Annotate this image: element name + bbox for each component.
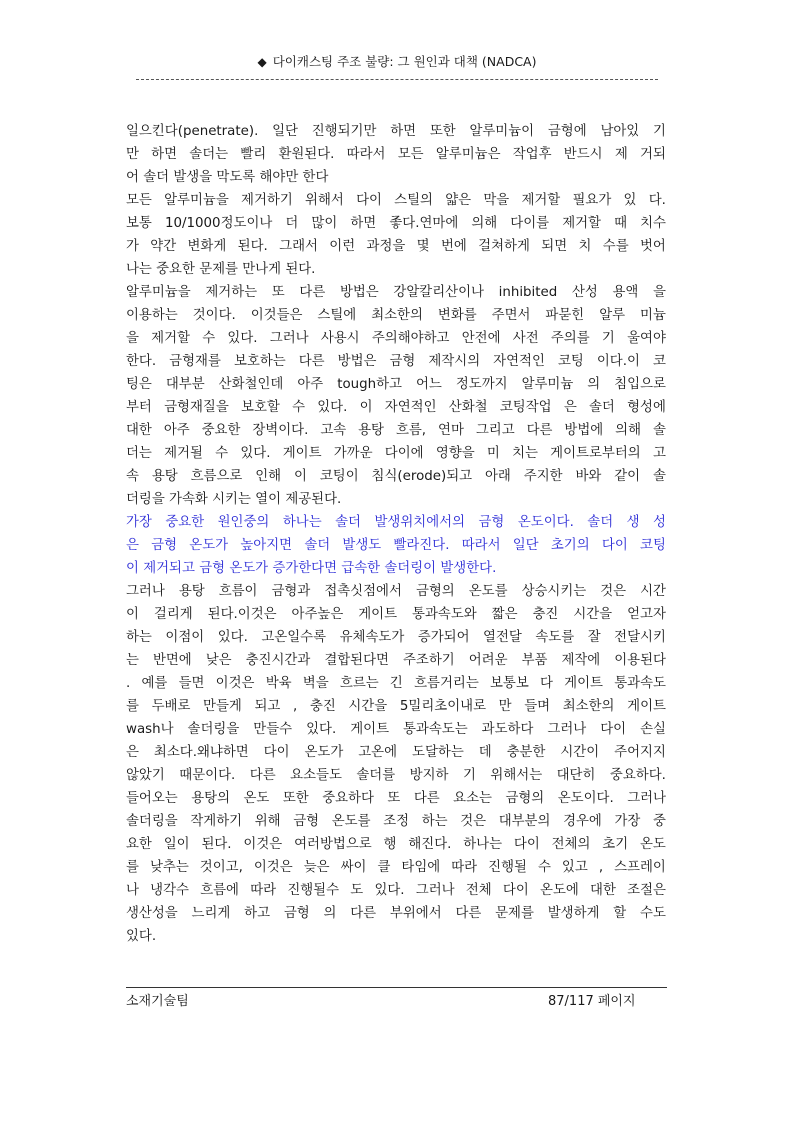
header-title: 다이캐스팅 주조 불량: 그 원인과 대책 (NADCA) (272, 54, 537, 69)
footer-team-name: 소재기술팀 (126, 994, 189, 1009)
document-body (126, 120, 666, 948)
header-divider (136, 79, 658, 80)
page-header (136, 52, 658, 70)
diamond-bullet-icon: ◆ (257, 55, 267, 69)
text-line: 보통 10/1000정도이나 더 많이 하면 좋다.연마에 의해 다이를 제거할 때 치수 (126, 216, 666, 231)
footer-page-number: 87/117 페이지 (548, 994, 636, 1009)
text-line: 그러나 용탕 흐름이 금형과 접촉싯점에서 금형의 온도를 상승시키는 것은 시간 (126, 584, 666, 599)
text-line: 어 솔더 발생을 막도록 해야만 한다 (126, 170, 329, 185)
text-line: 가장 중요한 원인중의 하나는 솔더 발생위치에서의 금형 온도이다. 솔더 생 성 (126, 515, 666, 530)
text-line: 이 제거되고 금형 온도가 증가한다면 급속한 솔더링이 발생한다. (126, 561, 497, 576)
text-line: 알루미늄을 제거하는 또 다른 방법은 강알칼리산이나 inhibited 산성 용액 을 (126, 285, 666, 300)
text-line: 않았기 때문이다. 다른 요소들도 솔더를 방지하 기 위해서는 대단히 중요하다. (126, 768, 666, 783)
text-line: 은 최소다.왜냐하면 다이 온도가 고온에 도달하는 데 충분한 시간이 주어지지 (126, 745, 666, 760)
paragraph (126, 511, 666, 580)
text-line: 가 약간 변화게 된다. 그래서 이런 과정을 몇 번에 걸쳐하게 되면 치 수를 벗어 (126, 239, 666, 254)
text-line: 은 금형 온도가 높아지면 솔더 발생도 빨라진다. 따라서 일단 초기의 다이 코팅 (126, 538, 666, 553)
text-line: 하는 이점이 있다. 고온일수록 유체속도가 증가되어 열전달 속도를 잘 전달시키 (126, 630, 666, 645)
text-line: 는 반면에 낮은 충진시간과 결합된다면 주조하기 어려운 부품 제작에 이용된다 (126, 653, 666, 668)
text-line: 를 두배로 만들게 되고 , 충진 시간을 5밀리초이내로 만 들며 최소한의 게이트 (126, 699, 666, 714)
paragraph (126, 189, 666, 281)
text-line: wash나 솔더링을 만들수 있다. 게이트 통과속도는 과도하다 그러나 다이 손실 (126, 722, 666, 737)
text-line: . 예를 들면 이것은 박육 벽을 흐르는 긴 흐름거리는 보통보 다 게이트 통과속도 (126, 676, 666, 691)
paragraph (126, 281, 666, 511)
text-line: 들어오는 용탕의 온도 또한 중요하다 또 다른 요소는 금형의 온도이다. 그러나 (126, 791, 666, 806)
text-line: 더는 제거될 수 있다. 게이트 가까운 다이에 영향을 미 치는 게이트로부터의 고 (126, 446, 666, 461)
text-line: 이용하는 것이다. 이것들은 스틸에 최소한의 변화를 주면서 파묻힌 알루 미늄 (126, 308, 666, 323)
text-line: 이 걸리게 된다.이것은 아주높은 게이트 통과속도와 짧은 충진 시간을 얻고자 (126, 607, 666, 622)
text-line: 팅은 대부분 산화철인데 아주 tough하고 어느 정도까지 알루미늄 의 침입으로 (126, 377, 666, 392)
text-line: 을 제거할 수 있다. 그러나 사용시 주의해야하고 안전에 사전 주의를 기 울여야 (126, 331, 666, 346)
paragraph (126, 120, 666, 189)
text-line: 일으킨다(penetrate). 일단 진행되기만 하면 또한 알루미늄이 금형에 남아있 기 (126, 124, 666, 139)
text-line: 한다. 금형재를 보호하는 다른 방법은 금형 제작시의 자연적인 코팅 이다.이 코 (126, 354, 666, 369)
paragraph (126, 580, 666, 948)
text-line: 를 낮추는 것이고, 이것은 늦은 싸이 클 타임에 따라 진행될 수 있고 , 스프레이 (126, 860, 666, 875)
text-line: 생산성을 느리게 하고 금형 의 다른 부위에서 다른 문제를 발생하게 할 수도 (126, 906, 666, 921)
text-line: 속 용탕 흐름으로 인해 이 코팅이 침식(erode)되고 아래 주지한 바와 같이 솔 (126, 469, 666, 484)
text-line: 나는 중요한 문제를 만나게 된다. (126, 262, 316, 277)
text-line: 만 하면 솔더는 빨리 환원된다. 따라서 모든 알루미늄은 작업후 반드시 제 거되 (126, 147, 666, 162)
text-line: 솔더링을 작게하기 위해 금형 온도를 조정 하는 것은 대부분의 경우에 가장 중 (126, 814, 666, 829)
text-line: 있다. (126, 929, 157, 944)
text-line: 더링을 가속화 시키는 열이 제공된다. (126, 492, 342, 507)
text-line: 대한 아주 중요한 장벽이다. 고속 용탕 흐름, 연마 그리고 다른 방법에 의해 솔 (126, 423, 666, 438)
text-line: 나 냉각수 흐름에 따라 진행될수 도 있다. 그러나 전체 다이 온도에 대한 조절은 (126, 883, 666, 898)
text-line: 요한 일이 된다. 이것은 여러방법으로 행 해진다. 하나는 다이 전체의 초기 온도 (126, 837, 666, 852)
footer-divider (126, 987, 667, 988)
text-line: 모든 알루미늄을 제거하기 위해서 다이 스틸의 얇은 막을 제거할 필요가 있 다. (126, 193, 666, 208)
text-line: 부터 금형재질을 보호할 수 있다. 이 자연적인 산화철 코팅작업 은 솔더 형성에 (126, 400, 666, 415)
